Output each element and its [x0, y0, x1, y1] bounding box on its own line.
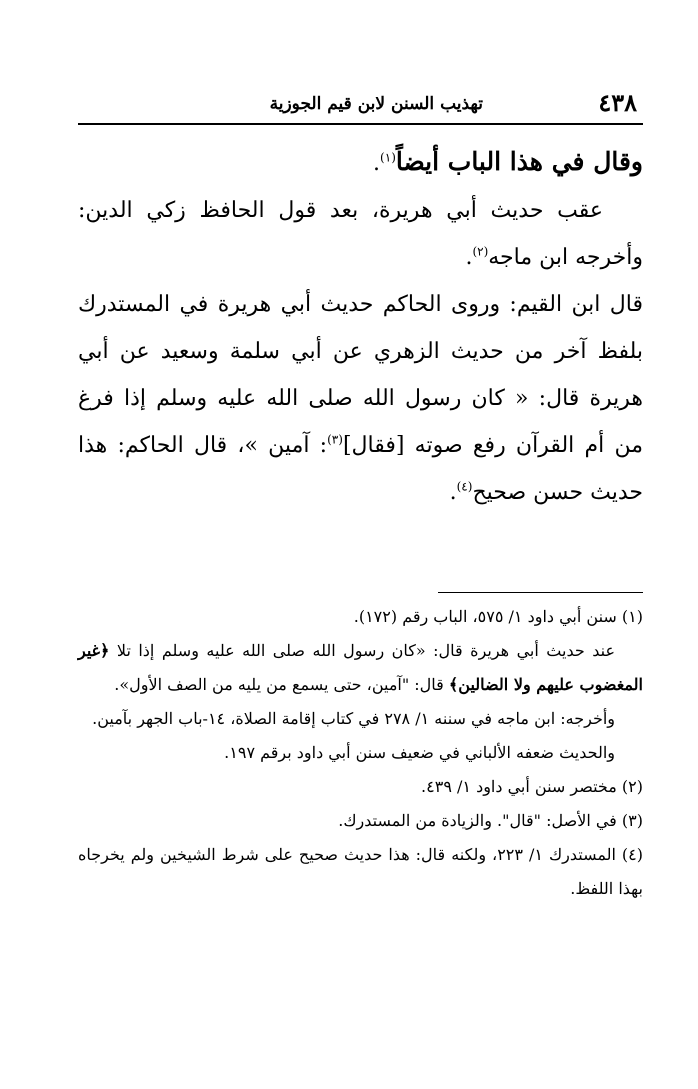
quran-quote: ﴿غير المغضوب عليهم ولا الضالين﴾ — [78, 641, 643, 694]
header-rule — [78, 123, 643, 125]
paragraph-1 — [78, 187, 643, 281]
paragraph-1-period: . — [465, 245, 473, 270]
main-text — [78, 138, 643, 516]
page-header — [78, 86, 643, 122]
footnote-1-albani: والحديث ضعفه الألباني في ضعيف سنن أبي داود برقم ١٩٧. — [224, 743, 615, 762]
footnote-ref-3: (٣) — [327, 432, 343, 447]
footnote-4: (٤) المستدرك ١/ ٢٢٣، ولكنه قال: هذا حديث صحيح على شرط الشيخين ولم يخرجاه بهذا اللفظ. — [78, 845, 644, 898]
paragraph-2-text-b: : آمين »، قال الحاكم: هذا حديث حسن صحيح — [78, 433, 643, 505]
heading-period: . — [373, 151, 381, 176]
footnote-ref-4: (٤) — [456, 479, 473, 494]
footnote-1-detail-a: عند حديث أبي هريرة قال: «كان رسول الله صلى الله عليه وسلم إذا تلا — [116, 641, 615, 660]
footnote-separator — [438, 592, 643, 593]
paragraph-2 — [78, 281, 643, 516]
footnote-1-detail-b: قال: "آمين، حتى يسمع من يليه من الصف الأول». — [114, 675, 444, 694]
page-number: ٤٣٨ — [598, 88, 637, 117]
paragraph-2-text-a: قال ابن القيم: وروى الحاكم حديث أبي هريرة في المستدرك بلفظ آخر من حديث الزهري عن أبي سلمة وسعيد عن أبي هريرة قال: « كان رسول الله صلى الله عليه وسلم إذا فرغ من أم القرآن رفع صوته [فقال] — [78, 292, 643, 458]
paragraph-2-period: . — [449, 480, 457, 505]
footnote-1: (١) سنن أبي داود ١/ ٥٧٥، الباب رقم (١٧٢). — [353, 607, 643, 626]
footnote-1-detail — [78, 634, 643, 702]
footnote-1-ibn-majah: وأخرجه: ابن ماجه في سننه ١/ ٢٧٨ في كتاب إقامة الصلاة، ١٤-باب الجهر بآمين. — [92, 709, 615, 728]
footnote-2: (٢) مختصر سنن أبي داود ١/ ٤٣٩. — [421, 777, 643, 796]
section-heading — [78, 138, 643, 187]
footnote-ref-1: (١) — [380, 150, 396, 165]
footnote-3: (٣) في الأصل: "قال". والزيادة من المستدرك. — [338, 811, 643, 830]
section-heading-text: وقال في هذا الباب أيضاً — [395, 147, 643, 176]
footnotes — [78, 600, 643, 906]
footnote-ref-2: (٢) — [472, 244, 489, 259]
paragraph-1-text: عقب حديث أبي هريرة، بعد قول الحافظ زكي الدين: وأخرجه ابن ماجه — [78, 198, 643, 270]
running-title: تهذيب السنن لابن قيم الجوزية — [269, 94, 483, 114]
